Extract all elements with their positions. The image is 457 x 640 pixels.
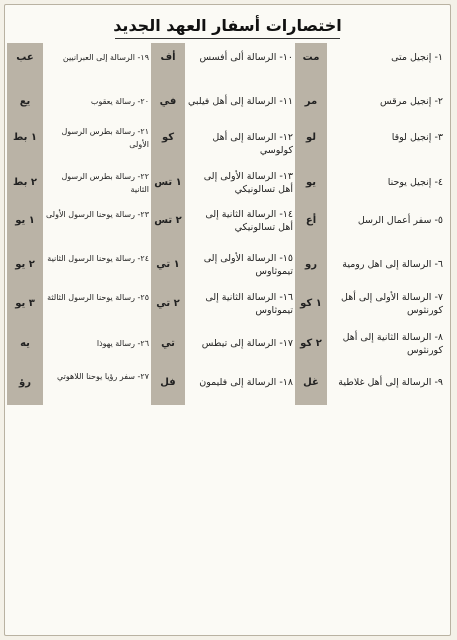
page-title: اختصارات أسفار العهد الجديد <box>113 16 342 35</box>
middle-book-name: ١١- الرسالة إلى أهل فيلبي <box>188 96 293 107</box>
right-book-abbreviation: رو <box>305 259 317 270</box>
left-book-abbreviation: يه <box>20 338 30 349</box>
left-book-abbreviation: ١ بط <box>12 132 38 143</box>
middle-book-abbreviation: ١ تي <box>156 259 180 270</box>
middle-book-abbreviation: أف <box>160 52 176 63</box>
right-book-name: ٢- إنجيل مرقس <box>379 96 443 107</box>
right-book-abbreviation: ١ كو <box>300 298 322 309</box>
right-book-abbreviation: لو <box>305 132 317 143</box>
middle-book-abbreviation: ١ تس <box>154 177 182 188</box>
left-book-abbreviation: عب <box>16 52 34 63</box>
middle-book-name: ١٧- الرسالة إلى تيطس <box>201 338 293 349</box>
middle-book-abbreviation: فل <box>160 377 176 388</box>
middle-book-abbreviation: ٢ تس <box>154 215 182 226</box>
right-book-name: ٤- إنجيل يوحنا <box>387 177 443 188</box>
middle-book-name: ١٨- الرسالة إلى فليمون <box>199 377 293 388</box>
middle-book-abbreviation: تي <box>161 338 175 349</box>
right-book-abbreviation: يو <box>305 177 317 188</box>
left-book-abbreviation: ٣ يو <box>15 298 35 309</box>
right-book-name: ١- إنجيل متى <box>391 52 443 63</box>
left-book-name: ٢٦- رسالة يهوذا <box>96 339 149 348</box>
left-book-abbreviation: ٢ يو <box>15 259 35 270</box>
middle-book-name: ١٤- الرسالة الثانية إلى أهل تسالونيكي <box>205 209 293 233</box>
middle-book-name: ١٥- الرسالة الأولى إلى تيموثاوس <box>203 253 293 277</box>
left-book-name: ٢٤- رسالة يوحنا الرسول الثانية <box>47 254 149 263</box>
right-book-name: ٣- إنجيل لوقا <box>391 132 443 143</box>
left-book-name: ٢١- رسالة بطرس الرسول الأولى <box>61 127 149 149</box>
middle-book-name: ١٠- الرسالة ألى أفسس <box>199 52 293 63</box>
middle-book-abbreviation: ٢ تي <box>156 298 180 309</box>
middle-book-name: ١٣- الرسالة الأولى إلى أهل تسالونيكي <box>203 171 293 195</box>
middle-book-name: ١٦- الرسالة الثانية إلى تيموثاوس <box>205 292 293 316</box>
right-book-abbreviation: غل <box>303 377 319 388</box>
right-book-abbreviation: مر <box>304 96 318 107</box>
right-book-name: ٦- الرسالة إلى اهل رومية <box>342 259 443 270</box>
left-book-abbreviation: ٢ بط <box>12 177 38 188</box>
left-book-abbreviation: رؤ <box>19 377 31 388</box>
right-book-name: ٩- الرسالة إلى أهل غلاطية <box>338 377 443 388</box>
right-book-name: ٧- الرسالة الأولى إلى أهل كورنثوس <box>341 292 443 316</box>
middle-book-name: ١٢- الرسالة إلى أهل كولوسي <box>212 132 293 156</box>
left-book-name: ٢٧- سفر رؤيا يوحنا اللاهوتي <box>56 372 149 381</box>
left-book-abbreviation: ١ يو <box>15 215 35 226</box>
middle-book-abbreviation: في <box>159 96 177 107</box>
right-book-name: ٥- سفر أعمال الرسل <box>357 215 443 226</box>
right-book-abbreviation: مت <box>302 52 320 63</box>
left-book-name: ٢٠- رسالة يعقوب <box>90 97 149 106</box>
page-frame <box>4 4 451 636</box>
left-book-name: ٢٢- رسالة بطرس الرسول الثانية <box>61 172 149 194</box>
left-book-abbreviation: يع <box>19 96 31 107</box>
right-book-name: ٨- الرسالة الثانية إلى أهل كورنثوس <box>342 332 443 356</box>
right-book-abbreviation: أع <box>305 215 317 226</box>
left-book-name: ٢٣- رسالة يوحنا الرسول الأولى <box>45 210 149 219</box>
title-underline <box>115 38 340 39</box>
left-book-name: ٢٥- رسالة يوحنا الرسول الثالثة <box>47 293 149 302</box>
left-book-name: ١٩- الرسالة إلى العبرانيين <box>62 53 149 62</box>
right-book-abbreviation: ٢ كو <box>300 338 322 349</box>
middle-book-abbreviation: كو <box>161 132 175 143</box>
